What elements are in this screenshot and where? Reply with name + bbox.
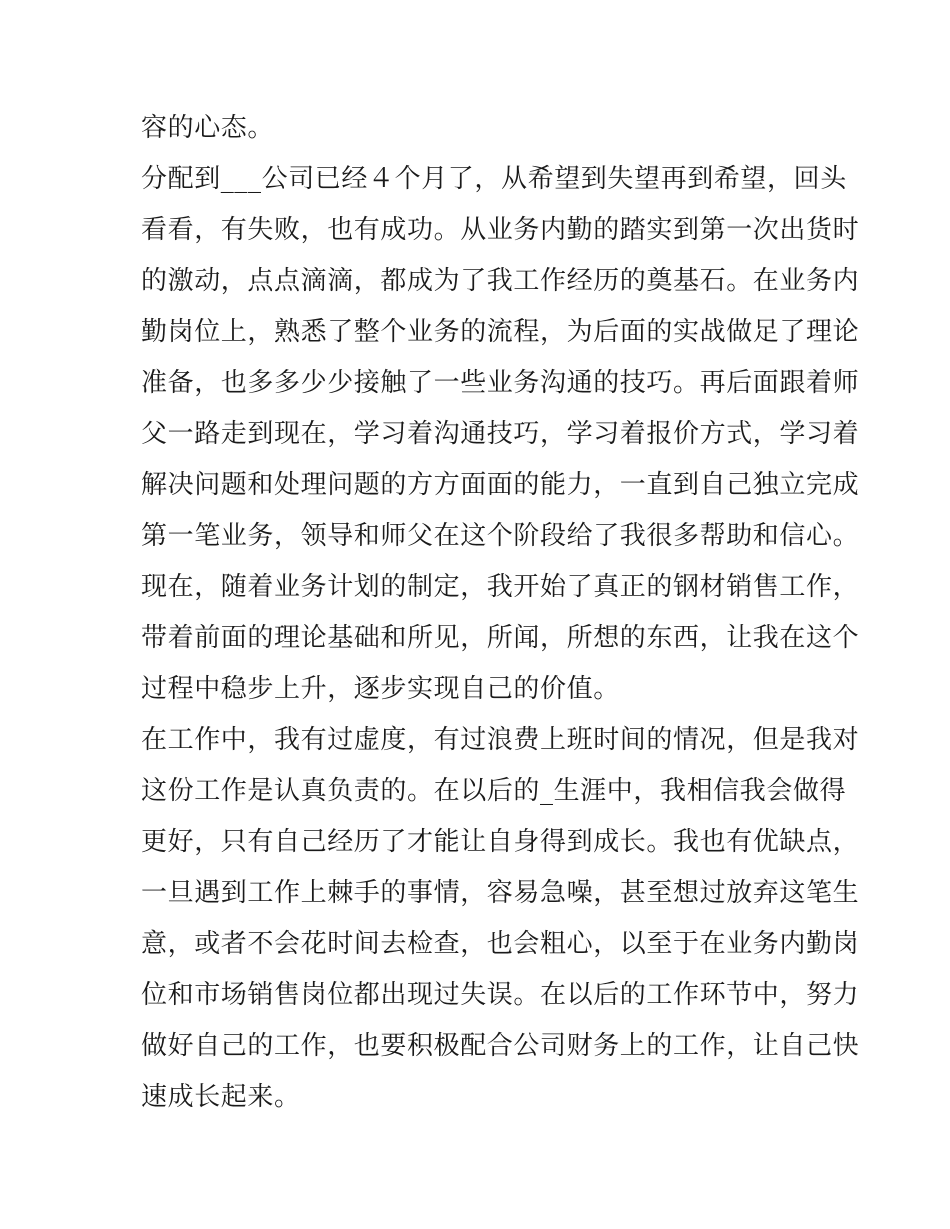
text-line: 勤岗位上，熟悉了整个业务的流程，为后面的实战做足了理论 [141,317,860,347]
text-line: 做好自己的工作，也要积极配合公司财务上的工作，让自己快 [141,1031,860,1061]
text-line: 解决问题和处理问题的方方面面的能力，一直到自己独立完成 [141,470,860,500]
text-line: 现在，随着业务计划的制定，我开始了真正的钢材销售工作， [141,572,860,602]
text-line: 意，或者不会花时间去检查，也会粗心，以至于在业务内勤岗 [141,929,860,959]
text-line: 速成长起来。 [141,1082,301,1112]
text-line: 看看，有失败，也有成功。从业务内勤的踏实到第一次出货时 [141,215,860,245]
text-line: 带着前面的理论基础和所见，所闻，所想的东西，让我在这个 [141,623,860,653]
text-line: 这份工作是认真负责的。在以后的_生涯中，我相信我会做得 [141,776,847,806]
text-line: 容的心态。 [141,113,275,143]
text-line: 第一笔业务，领导和师父在这个阶段给了我很多帮助和信心。 [141,521,860,551]
text-line: 准备，也多多少少接触了一些业务沟通的技巧。再后面跟着师 [141,368,860,398]
text-line: 位和市场销售岗位都出现过失误。在以后的工作环节中，努力 [141,980,860,1010]
text-line: 更好，只有自己经历了才能让自身得到成长。我也有优缺点， [141,827,860,857]
text-line: 父一路走到现在，学习着沟通技巧，学习着报价方式，学习着 [141,419,860,449]
text-line: 的激动，点点滴滴，都成为了我工作经历的奠基石。在业务内 [141,266,860,296]
text-line: 过程中稳步上升，逐步实现自己的价值。 [141,674,620,704]
text-line: 在工作中，我有过虚度，有过浪费上班时间的情况，但是我对 [141,725,860,755]
text-line: 分配到___公司已经４个月了，从希望到失望再到希望，回头 [141,164,847,194]
text-line: 一旦遇到工作上棘手的事情，容易急噪，甚至想过放弃这笔生 [141,878,860,908]
